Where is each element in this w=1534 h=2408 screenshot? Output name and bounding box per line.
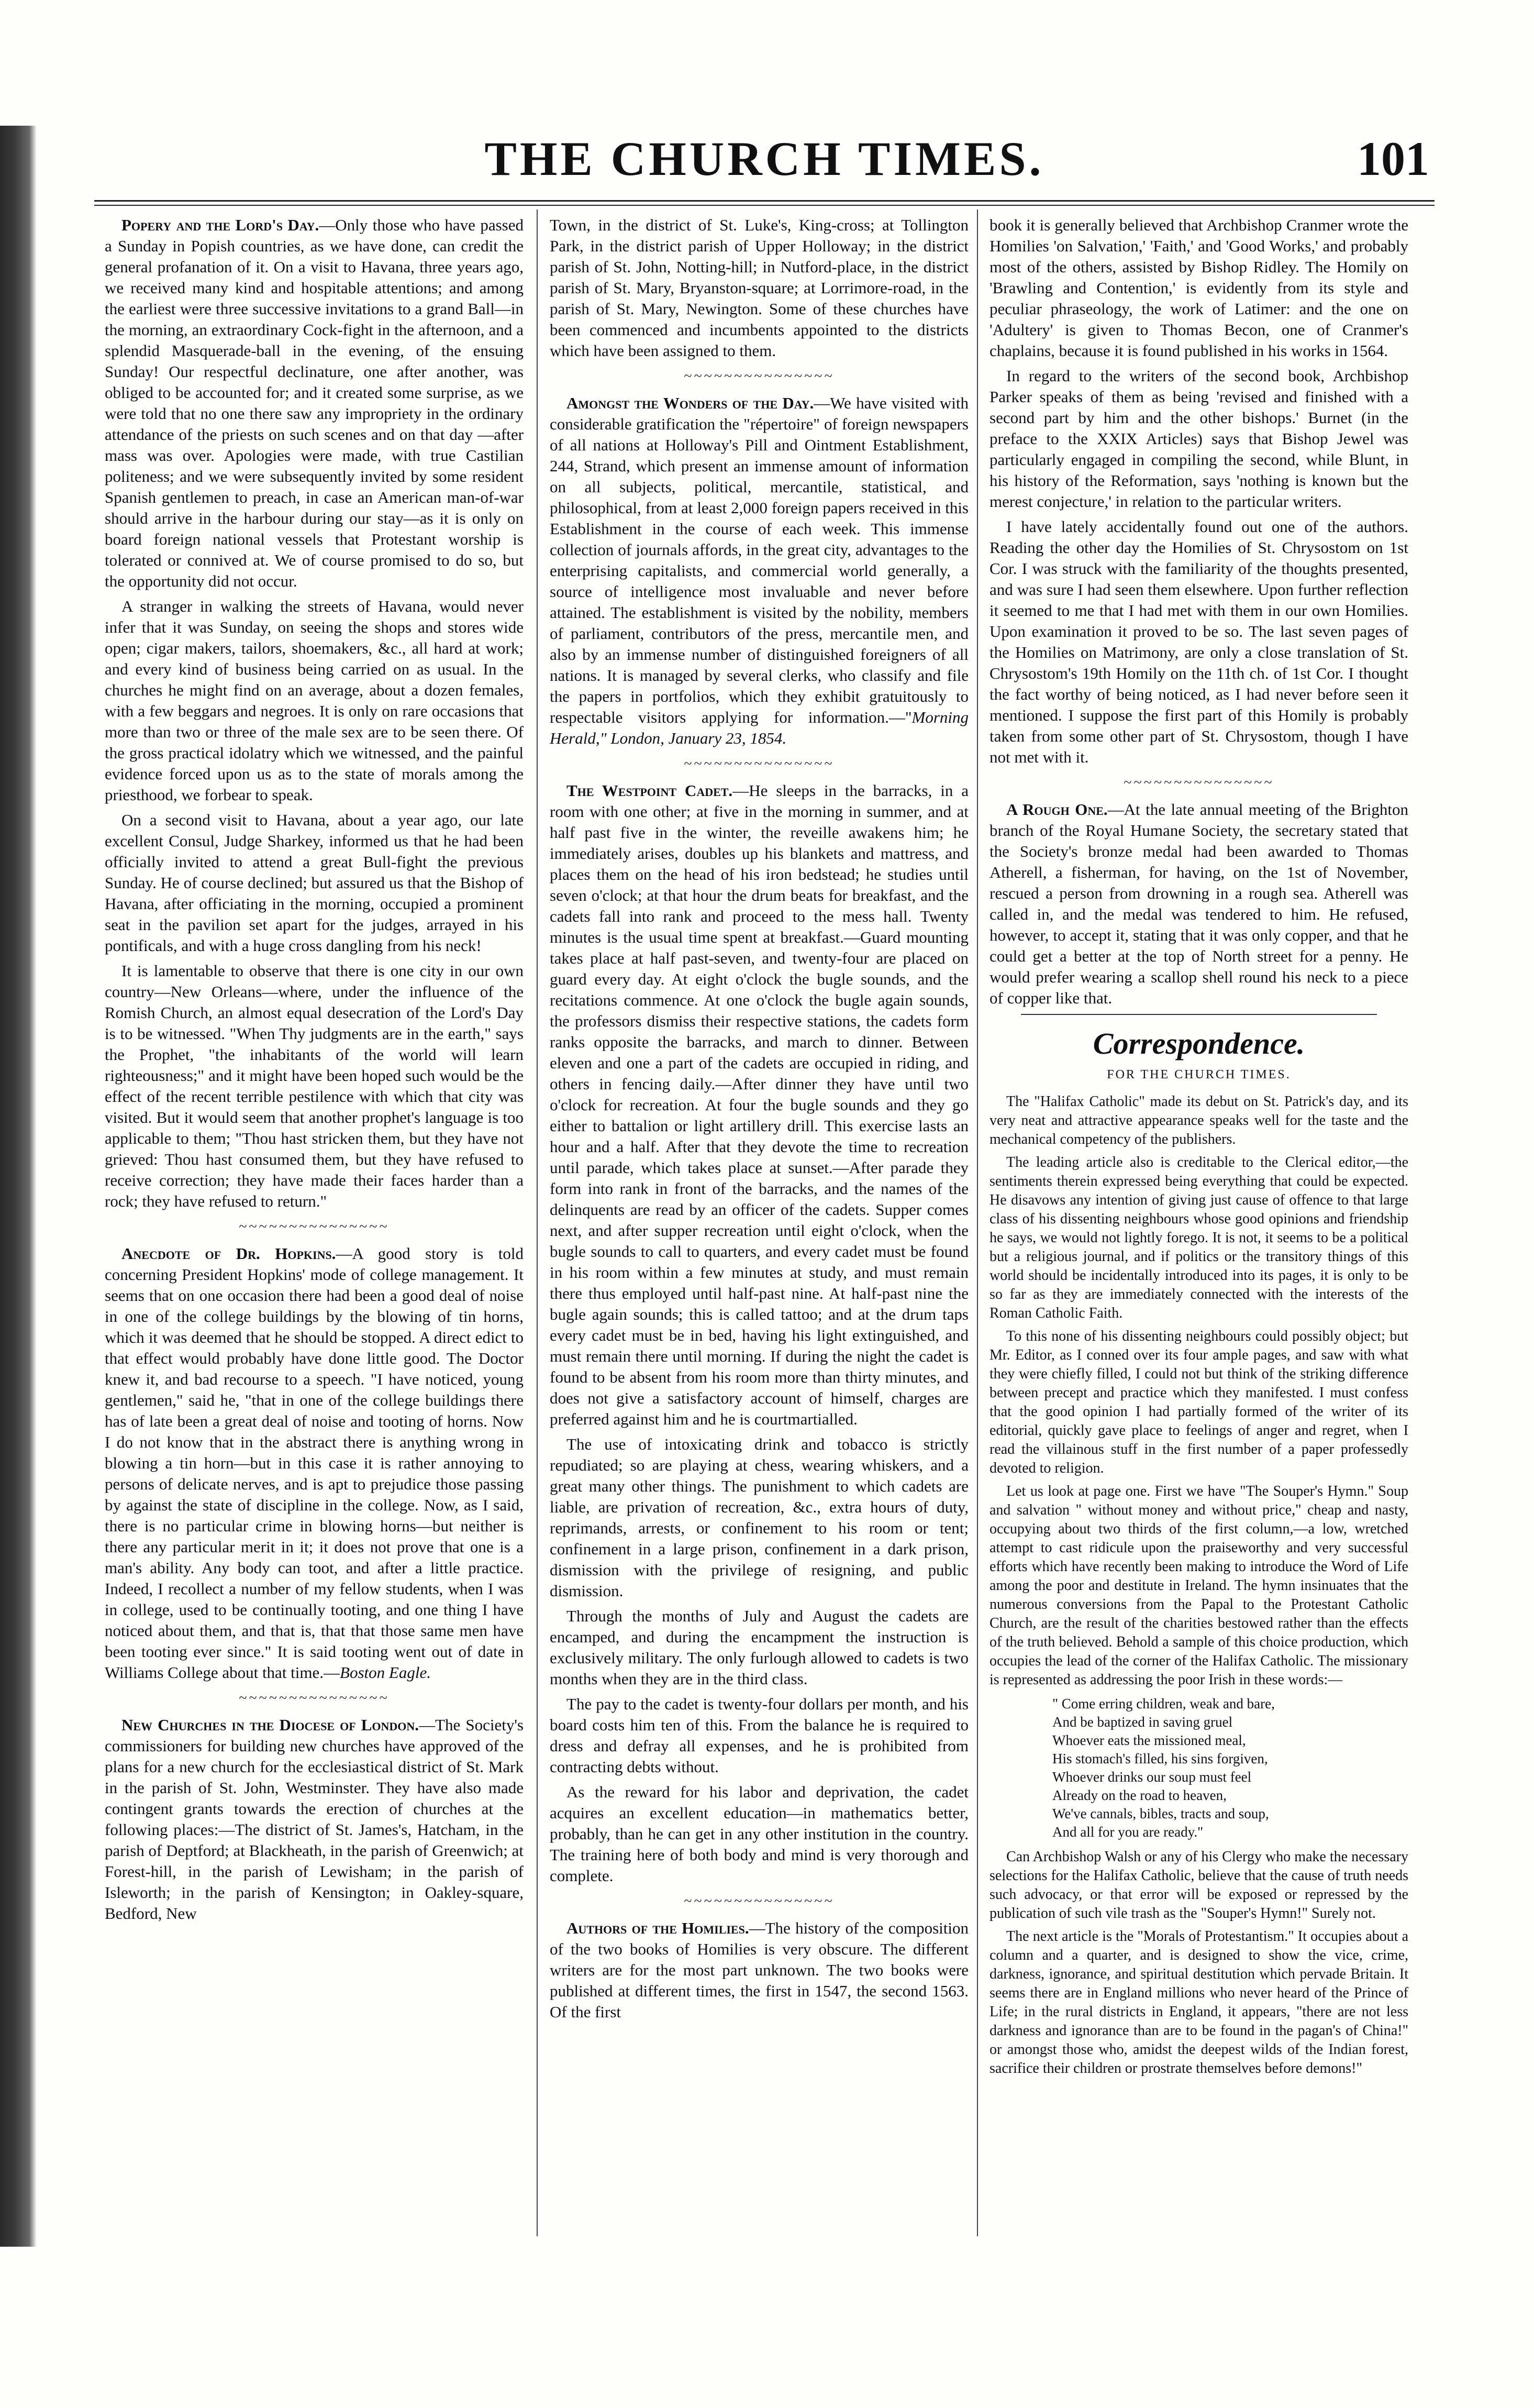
paragraph: I have lately accidentally found out one of the authors. Reading the other day the Homilies of St. Chrysostom on 1st Cor. I was struck with the familiarity of the thoughts presented, and was sure I had seen them elsewhere. Upon further reflection it seemed to me that I had met with them in our own Homilies. Upon examination it proved to be so. The last seven pages of the Homilies on Matrimony, are only a close translation of St. Chrysostom's 19th Homily on the 11th ch. of 1st Cor. I thought the fact worthy of being noticed, as I had never before seen it mentioned. I suppose the first part of this Homily is probably taken from some other part of St. Chrysostom, though I have not met with it. (990, 517, 1408, 766)
page-title: THE CHURCH TIMES. (484, 132, 1044, 185)
paragraph: The pay to the cadet is twenty-four dollars per month, and his board costs him ten of this. From the balance he is required to dress and defray all expenses, and he is prohibited from contracting debts without. (550, 1695, 969, 1776)
paragraph: A stranger in walking the streets of Havana, would never infer that it was Sunday, on seeing the shops and stores wide open; cigar makers, tailors, shoemakers, &c., all hard at work; and every kind of business being carried on as usual. In the churches he might find on an average, about a dozen females, with a few beggars and negroes. It is only on rare occasions that more than two or three of the male sex are to be seen there. Of the gross practical idolatry which we witnessed, and the painful evidence forced upon us as to the state of morals among the priesthood, we forbear to speak. (105, 597, 524, 804)
article-heading: Anecdote of Dr. Hopkins. (121, 1244, 336, 1263)
paragraph: The next article is the "Morals of Protestantism." It occupies about a column and a quarter, and is designed to show the vice, crime, darkness, ignorance, and spiritual destitution which pervade Britain. It seems there are in England millions who never heard of the Prince of Life; in the rural districts in England, it appears, "there are not less darkness and ignorance than are to be found in the pagan's of China!" or amongst those who, amidst the deepest wilds of the Indian forest, sacrifice their children or prostrate themselves before demons!" (990, 1928, 1408, 2076)
verse-line: And all for you are ready." (1052, 1824, 1204, 1840)
article-separator: ~~~~~~~~~~~~~~~ (1124, 775, 1274, 791)
article-heading: A Rough One. (1006, 800, 1108, 819)
paragraph: Can Archbishop Walsh or any of his Clergy who make the necessary selections for the Halifax Catholic, believe that the cause of truth needs such advocacy, or that error will be exposed or repressed by the publication of such vile trash as the "Souper's Hymn!" Surely not. (990, 1849, 1408, 1921)
paragraph: Let us look at page one. First we have "The Souper's Hymn." Soup and salvation " without money and without price," cheap and nasty, occupying about two thirds of the first column,—a low, wretched attempt to cast ridicule upon the praiseworthy and very successful efforts which have recently been making to introduce the Word of Life among the poor and destitute in Ireland. The hymn insinuates that the numerous conversions from the Papal to the Protestant Catholic Church, are the result of the charities bestowed rather than the effects of the truth believed. Behold a sample of this choice production, which occupies the lead of the corner of the Halifax Catholic. The missionary is represented as addressing the poor Irish in these words:— (990, 1483, 1408, 1688)
paragraph: On a second visit to Havana, about a year ago, our late excellent Consul, Judge Sharkey, informed us that he had been officially invited to attend a great Bull-fight the previous Sunday. He of course declined; but assured us that the Bishop of Havana, after officiating in the morning, occupied a prominent seat in the pavilion set apart for the judges, arrayed in his pontificals, and with a huge cross dangling from his neck! (105, 811, 524, 955)
verse-line: Already on the road to heaven, (1052, 1787, 1227, 1803)
article-heading: Authors of the Homilies. (566, 1919, 749, 1937)
paragraph: The use of intoxicating drink and tobacco is strictly repudiated; so are playing at chess, wearing whiskers, and a great many other things. The punishment to which cadets are liable, are privation of recreation, &c., extra hours of duty, reprimands, arrests, or confinement to his room or tent; confinement in a large prison, confinement in a dark prison, dismission with the privilege of resigning, and public dismission. (550, 1435, 969, 1600)
paragraph: As the reward for his labor and deprivation, the cadet acquires an excellent education—in mathematics better, probably, than he can get in any other institution in the country. The training here of both body and mind is very thorough and complete. (550, 1783, 969, 1885)
article-text: —The Society's commissioners for building new churches have approved of the plans for a new church for the ecclesiastical district of St. Mark in the parish of St. John, Westminster. They have also made contingent grants towards the erection of churches at the following places:—The district of St. James's, Hatcham, in the parish of Deptford; at Blackheath, in the parish of Greenwich; at Forest-hill, in the parish of Lewisham; in the parish of Isleworth; in the parish of Kensington; in Oakley-square, Bedford, New (105, 1716, 524, 1923)
article-text: —A good story is told concerning President Hopkins' mode of college management. It seems that on one occasion there had been a good deal of noise in one of the college buildings by the blowing of tin horns, which it was deemed that he should be stopped. A direct edict to that effect would probably have done little good. The Doctor knew it, and bad recourse to a speech. "I have noticed, young gentlemen," said he, "that in one of the college buildings there has of late been a great deal of noise and tooting of horns. Now I do not know that in the abstract there is anything wrong in blowing a tin horn—but in this case it is rather annoying to persons of delicate nerves, and is apt to prejudice those passing by against the state of discipline in the college. Now, as I said, there is no particular crime in blowing horns—but neither is there any particular merit in it; it does not prove that one is a man's ability. Any body can toot, and after a little practice. Indeed, I recollect a number of my fellow students, when I was in college, used to be continually tooting, and one thing I have noticed about them, and that is, that that those same men have been tooting ever since." It is said tooting went out of date in Williams College about that time.— (105, 1244, 524, 1682)
column-1 (105, 215, 524, 2236)
article-separator: ~~~~~~~~~~~~~~~ (239, 1219, 390, 1235)
article-authors-homilies (550, 1918, 969, 2023)
article-heading: Popery and the Lord's Day. (121, 216, 319, 234)
article-text: —The history of the composition of the two books of Homilies is very obscure. The different writers are for the most part unknown. The two books were published at different times, the first in 1547, the second 1563. Of the first (550, 1919, 969, 2021)
binding-spine (0, 126, 37, 2247)
paragraph: To this none of his dissenting neighbours could possibly object; but Mr. Editor, as I conned over its four ample pages, and saw with what they were chiefly filled, I could not but think of the striking difference between precept and practice which they manifested. I must confess that the good opinion I had partially formed of the writer of its editorial, quickly gave place to feelings of anger and regret, when I read the villainous stuff in the first number of a paper professedly devoted to religion. (990, 1328, 1408, 1476)
verse-line: His stomach's filled, his sins forgiven, (1052, 1751, 1268, 1766)
paragraph: The "Halifax Catholic" made its debut on St. Patrick's day, and its very neat and attractive appearance speaks well for the taste and the mechanical competency of the publishers. (990, 1093, 1408, 1147)
article-text: —Only those who have passed a Sunday in Popish countries, as we have done, can credit the general profanation of it. On a visit to Havana, three years ago, we received many kind and hospitable attentions; and among the earliest were three successive invitations to a grand Ball—in the morning, an extraordinary Cock-fight in the afternoon, and a splendid Masquerade-ball in the evening, of the ensuing Sunday! Our respectful declinature, one after another, was obliged to be accounted for; and it created some surprise, as we were told that no one there saw any impropriety in the ordinary attendance of the priests on such scenes and on that day —after mass was over. Apologies were made, with true Castilian politeness; and we were subsequently invited by some resident Spanish gentlemen to preach, in case an American man-of-war should arrive in the harbour during our stay—as it is only on board foreign national vessels that Protestant worship is tolerated or connived at. We of course promised to do so, but the opportunity did not occur. (105, 216, 524, 590)
section-rule (1021, 1014, 1377, 1015)
article-separator: ~~~~~~~~~~~~~~~ (684, 368, 835, 384)
article-separator: ~~~~~~~~~~~~~~~ (684, 1893, 835, 1909)
paragraph: Town, in the district of St. Luke's, King-cross; at Tollington Park, in the district parish of Upper Holloway; in the district parish of St. John, Notting-hill; in Nutford-place, in the district parish of St. Mary, Bryanston-square; at Lorrimore-road, in the parish of St. Mary, Newington. Some of these churches have been commenced and incumbents appointed to the districts which have been assigned to them. (550, 216, 969, 360)
column-3 (990, 215, 1408, 2236)
article-separator: ~~~~~~~~~~~~~~~ (239, 1690, 390, 1706)
verse-line: Whoever eats the missioned meal, (1052, 1732, 1246, 1748)
article-text: —We have visited with considerable gratification the "répertoire" of foreign newspapers of all nations at Holloway's Pill and Ointment Establishment, 244, Strand, which present an immense amount of information on all subjects, political, mercantile, statistical, and philosophical, from at least 2,000 foreign papers received in this Establishment in the course of each week. This immense collection of journals affords, in the great city, advantages to the enterprising capitalists, and commercial world generally, a source of intelligence most invaluable and never before attained. The establishment is visited by the nobility, members of parliament, contributors of the press, mercantile men, and also by an immense number of distinguished foreigners of all nations. It is managed by several clerks, who classify and file the papers in portfolios, which they exhibit gratuitously to respectable visitors applying for information.— (550, 394, 969, 726)
correspondence-letter (990, 1092, 1408, 2078)
paragraph: Through the months of July and August the cadets are encamped, and during the encampment the instruction is exclusively military. The only furlough allowed to cadets is two months when they are in the third class. (550, 1607, 969, 1688)
verse-line: " Come erring children, weak and bare, (1052, 1696, 1275, 1711)
article-text: —At the late annual meeting of the Brighton branch of the Royal Humane Society, the secretary stated that the Society's bronze medal had been awarded to Thomas Atherell, a fisherman, for having, on the 1st of November, rescued a person from drowning in a rough sea. Atherell was called in, and the medal was tendered to him. He refused, however, to accept it, stating that it was only copper, and that he could get a better at the top of North street for a penny. He would prefer wearing a scallop shell round his neck to a piece of copper like that. (990, 800, 1408, 1007)
article-popery-lords-day (105, 215, 524, 592)
article-new-churches (105, 1715, 524, 1924)
article-westpoint-cadet (550, 780, 969, 1430)
article-source: Morning Herald," London, January 23, 1854. (550, 708, 969, 747)
correspondence-subheading: FOR THE CHURCH TIMES. (1107, 1068, 1291, 1081)
column-divider (977, 209, 978, 2236)
article-heading: Amongst the Wonders of the Day. (566, 394, 814, 412)
article-separator: ~~~~~~~~~~~~~~~ (684, 756, 835, 772)
hymn-verse (990, 1695, 1408, 1841)
paragraph: It is lamentable to observe that there is one city in our own country—New Orleans—where, under the influence of the Romish Church, an almost equal desecration of the Lord's Day is to be witnessed. "When Thy judgments are in the earth," says the Prophet, "the inhabitants of the world will learn righteousness;" and it might have been hoped such would be the effect of the recent terrible pestilence with which that city was visited. But it would seem that another prophet's language is too applicable to them; "Thou hast stricken them, but they have not grieved: Thou hast consumed them, but they have refused to receive correction; they have made their faces harder than a rock; they have refused to return." (105, 962, 524, 1210)
verse-line: We've cannals, bibles, tracts and soup, (1052, 1806, 1269, 1821)
header-rule (94, 200, 1435, 206)
article-rough-one (990, 799, 1408, 1009)
paragraph: The leading article also is creditable to the Clerical editor,—the sentiments therein expressed being everything that could be expected. He disavows any intention of giving just cause of offence to that large class of his dissenting neighbours whose good opinions and friendship he says, we would not lightly forego. It is not, it seems to be a political but a religious journal, and if politics or the transitory things of this world should be incidentally introduced into its pages, it is only to be so far as they are immediately connected with the interests of the Roman Catholic Faith. (990, 1154, 1408, 1321)
paragraph: In regard to the writers of the second book, Archbishop Parker speaks of them as being 'revised and finished with a second part by him and the other bishops.' Burnet (in the preface to the XXIX Articles) says that Bishop Jewel was particularly engaged in compiling the second, while Blunt, in his history of the Reformation, says 'nothing is known but the merest conjecture,' in relation to the particular writers. (990, 367, 1408, 511)
paragraph: book it is generally believed that Archbishop Cranmer wrote the Homilies 'on Salvation,' 'Faith,' and 'Good Works,' and probably most of the others, assisted by Bishop Ridley. The Homily on 'Brawling and Contention,' is evidently from its style and peculiar phraseology, the work of Latimer: and the one on 'Adultery' is given to Thomas Becon, one of Cranmer's chaplains, because it is found published in his works in 1564. (990, 216, 1408, 360)
column-2 (550, 215, 969, 2236)
article-wonders-of-the-day: Amongst the Wonders of the Day.—We have visited with considerable gratification the "répertoire" of foreign newspapers of all nations at Holloway's Pill and Ointment Establishment, 244, Strand, which present an immense amount of information on all subjects, political, mercantile, statistical, and philosophical, from at least 2,000 foreign papers received in this Establishment in the course of each week. This immense collection of journals affords, in the great city, advantages to the enterprising capitalists, and commercial world generally, a source of intelligence most invaluable and never before attained. The establishment is visited by the nobility, members of parliament, contributors of the press, mercantile men, and also by an immense number of distinguished foreigners of all nations. It is managed by several clerks, who classify and file the papers in portfolios, which they exhibit gratuitously to respectable visitors applying for information.—"Morning Herald," London, January 23, 1854. (550, 394, 969, 747)
correspondence-heading: Correspondence. (1093, 1026, 1305, 1061)
verse-line: And be baptized in saving gruel (1052, 1714, 1233, 1730)
page-number: 101 (1357, 132, 1429, 185)
article-text: —He sleeps in the barracks, in a room with one other; at five in the morning in summer, and at half past five in the winter, the reveille awakens him; he immediately arises, doubles up his blankets and mattress, and places them on the head of his iron bedstead; he studies until seven o'clock; at that hour the drum beats for breakfast, and the cadets fall into rank and proceed to the mess hall. Twenty minutes is the usual time spent at breakfast.—Guard mounting takes place at half past-seven, and twenty-four are placed on guard every day. At eight o'clock the bugle sounds, and the recitations commence. At one o'clock the bugle again sounds, the professors dismiss their respective stations, the cadets form ranks opposite the barracks, and march to dinner. Between eleven and one a part of the cadets are occupied in riding, and others in fencing daily.—After dinner they have until two o'clock for recreation. At four the bugle sounds and they go either to battalion or light artillery drill. This exercise lasts an hour and a half. After that they devote the time to recreation until parade, which takes place at sunset.—After parade they form into rank in front of the barracks, and the names of the delinquents are read by an officer of the cadets. Supper comes next, and after supper recreation until eight o'clock, when the bugle sounds to call to quarters, and every cadet must be found in his room within a few minutes at study, and must remain there thus employed until half-past nine. At half-past nine the bugle again sounds; this is called tattoo; and at the drum taps every cadet must be in bed, having his light extinguished, and must remain there until morning. If during the night the cadet is found to be absent from his room more than thirty minutes, and does not give a satisfactory account of himself, charges are preferred against him and he is courtmartialled. (550, 781, 969, 1428)
article-source: Boston Eagle. (340, 1663, 431, 1682)
masthead (94, 131, 1435, 189)
verse-line: Whoever drinks our soup must feel (1052, 1769, 1252, 1785)
column-divider (537, 209, 538, 2236)
article-heading: New Churches in the Diocese of London. (121, 1716, 419, 1734)
article-heading: The Westpoint Cadet. (566, 781, 733, 800)
article-anecdote-hopkins (105, 1243, 524, 1683)
